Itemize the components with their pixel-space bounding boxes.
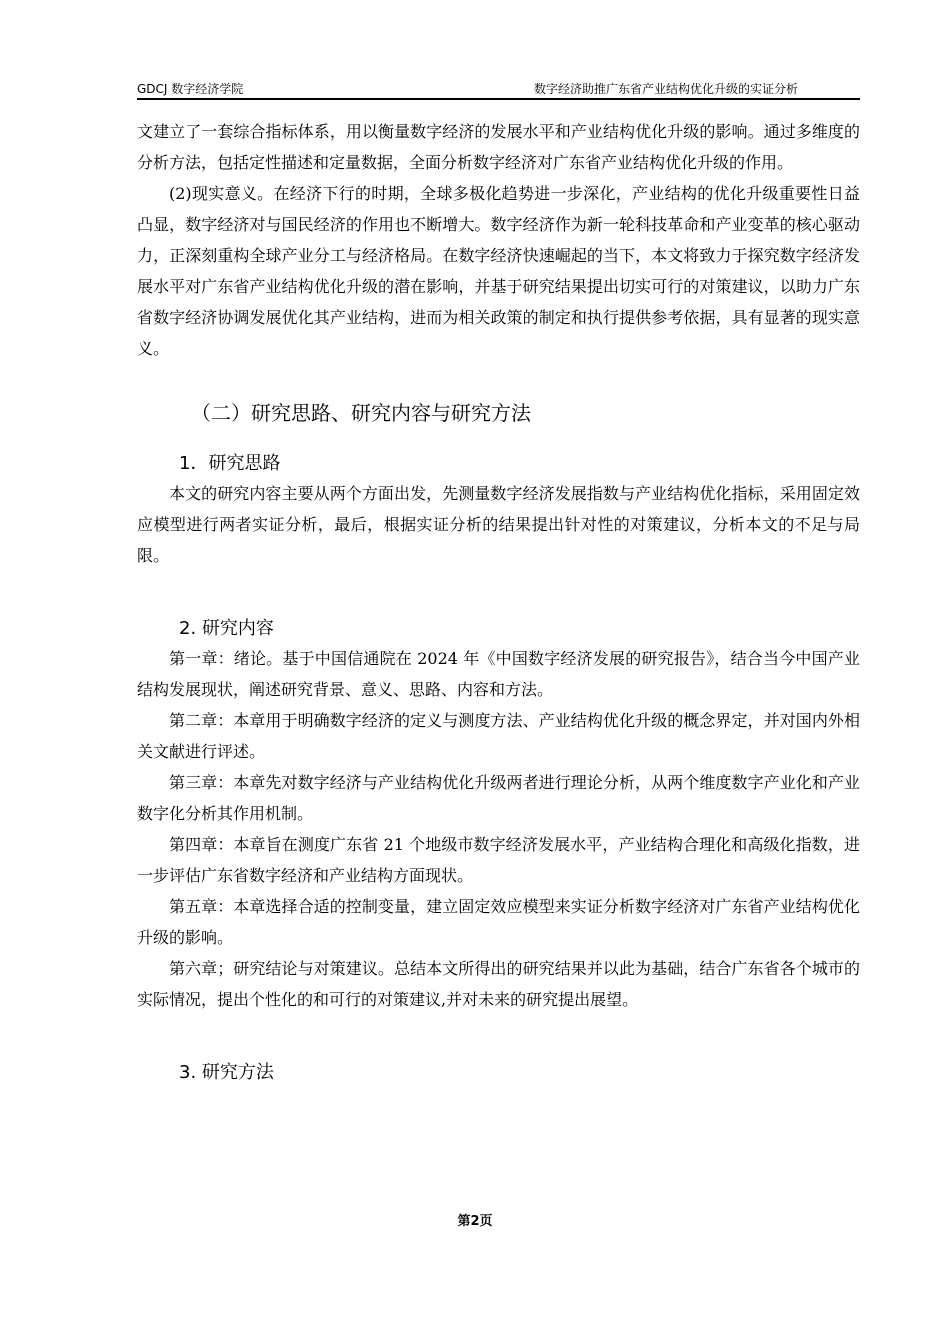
paragraph-practical-significance: (2)现实意义。在经济下行的时期，全球多极化趋势进一步深化，产业结构的优化升级重要性日益凸显，数字经济对与国民经济的作用也不断增大。数字经济作为新一轮科技革命和产业变革的核心驱动力，正深刻重构全球产业分工与经济格局。在数字经济快速崛起的当下，本文将致力于探究数字经济发展水平对广东省产业结构优化升级的潜在影响，并基于研究结果提出切实可行的对策建议，以助力广东省数字经济协调发展优化其产业结构，进而为相关政策的制定和执行提供参考依据，具有显著的现实意义。	[137, 184, 860, 358]
chapter-5: 第五章：本章选择合适的控制变量，建立固定效应模型来实证分析数字经济对广东省产业结构优化升级的影响。	[137, 897, 860, 947]
header-left: GDCJ 数字经济学院	[137, 82, 244, 96]
page-body	[137, 116, 860, 1087]
chapter-1: 第一章：绪论。基于中国信通院在 2024 年《中国数字经济发展的研究报告》，结合当今中国产业结构发展现状，阐述研究背景、意义、思路、内容和方法。	[137, 649, 860, 699]
header-right: 数字经济助推广东省产业结构优化升级的实证分析	[533, 82, 798, 96]
subsection-heading-approach: 1．研究思路	[179, 453, 281, 474]
paragraph-continued: 文建立了一套综合指标体系，用以衡量数字经济的发展水平和产业结构优化升级的影响。通过多维度的分析方法，包括定性描述和定量数据，全面分析数字经济对广东省产业结构优化升级的作用。	[137, 122, 860, 172]
paragraph-approach: 本文的研究内容主要从两个方面出发，先测量数字经济发展指数与产业结构优化指标，采用固定效应模型进行两者实证分析，最后，根据实证分析的结果提出针对性的对策建议，分析本文的不足与局限。	[137, 484, 860, 565]
chapter-3: 第三章：本章先对数字经济与产业结构优化升级两者进行理论分析，从两个维度数字产业化和产业数字化分析其作用机制。	[137, 773, 860, 823]
section-heading: （二）研究思路、研究内容与研究方法	[191, 401, 531, 425]
chapter-6: 第六章；研究结论与对策建议。总结本文所得出的研究结果并以此为基础，结合广东省各个城市的实际情况，提出个性化的和可行的对策建议,并对未来的研究提出展望。	[137, 959, 860, 1009]
page-header	[137, 78, 860, 100]
chapter-2: 第二章：本章用于明确数字经济的定义与测度方法、产业结构优化升级的概念界定，并对国内外相关文献进行评述。	[137, 711, 860, 761]
subsection-heading-content: 2. 研究内容	[179, 618, 274, 639]
page-number: 第2页	[457, 1214, 493, 1229]
subsection-heading-methods: 3. 研究方法	[179, 1062, 274, 1083]
chapter-4: 第四章：本章旨在测度广东省 21 个地级市数字经济发展水平，产业结构合理化和高级化指数，进一步评估广东省数字经济和产业结构方面现状。	[137, 835, 860, 885]
